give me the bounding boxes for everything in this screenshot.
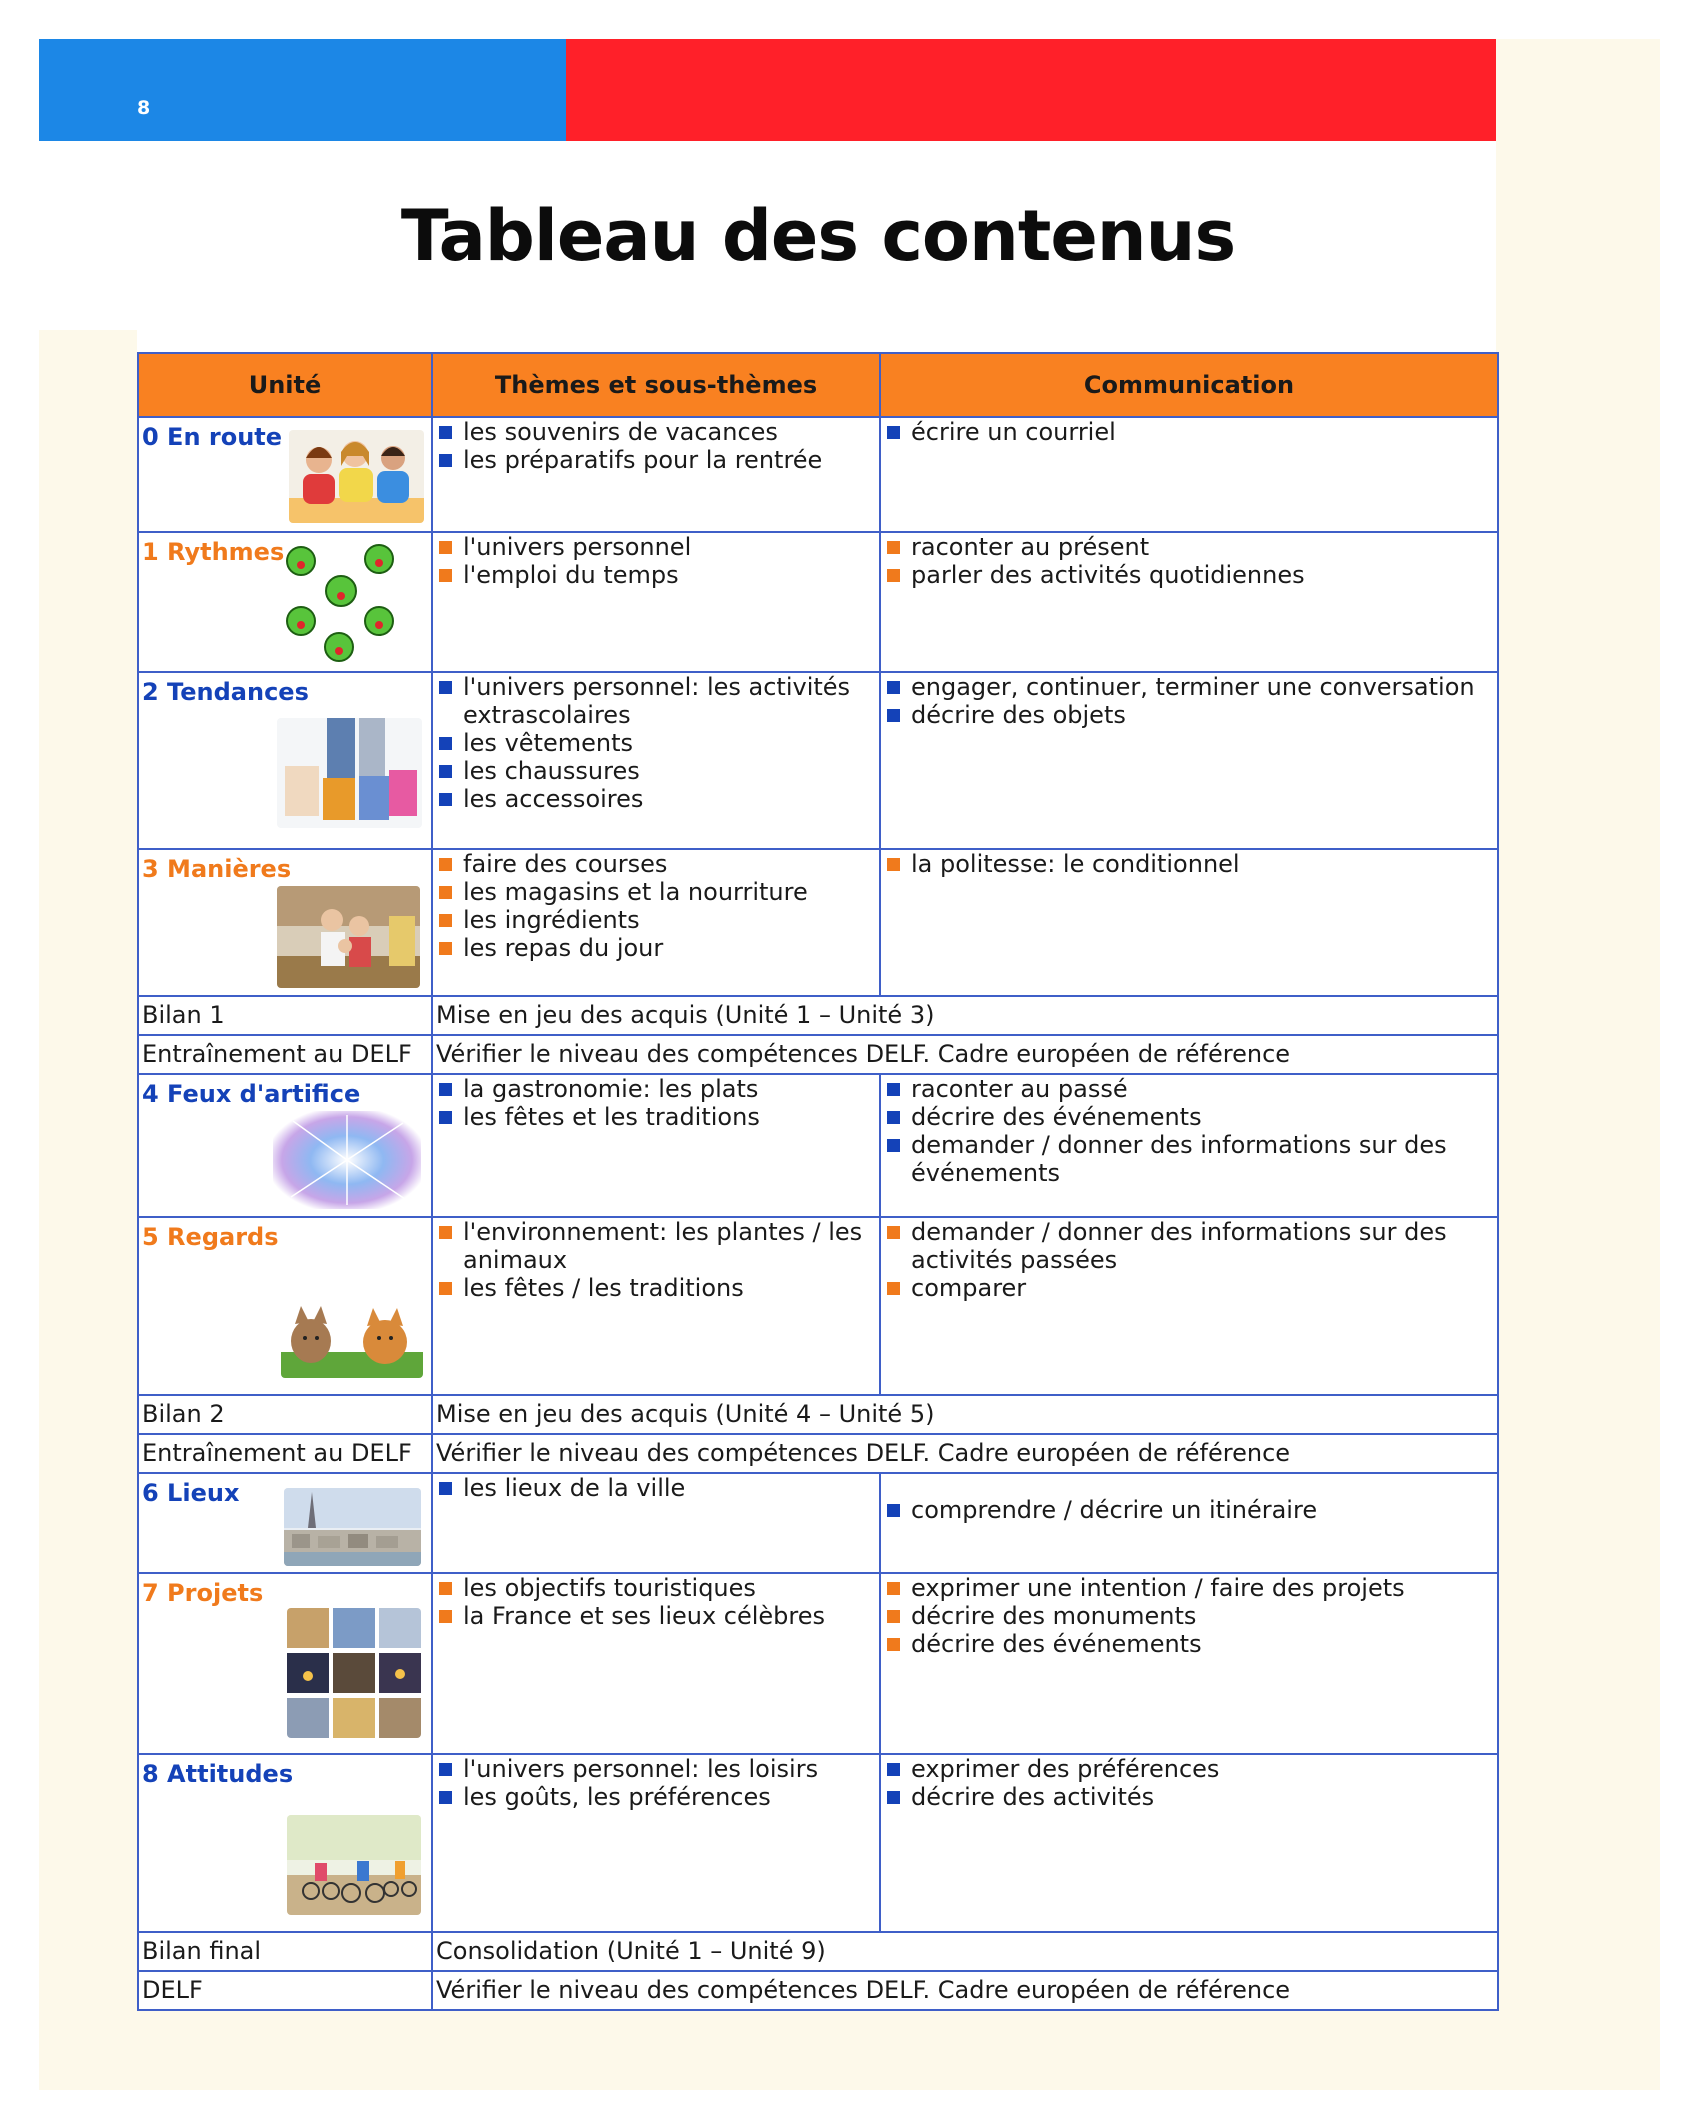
unit-photo-cyclists xyxy=(287,1815,421,1915)
theme-item: la gastronomie: les plats xyxy=(437,1075,760,1103)
theme-item: les magasins et la nourriture xyxy=(437,878,808,906)
table-row xyxy=(138,1074,1498,1217)
unit-photo-monuments-grid xyxy=(287,1608,421,1738)
unit-name: 5 Regards xyxy=(142,1223,279,1251)
theme-item: les fêtes et les traditions xyxy=(437,1103,760,1131)
communication-item: raconter au présent xyxy=(885,533,1305,561)
theme-item: l'environnement: les plantes / les animaux xyxy=(437,1218,879,1274)
themes-list xyxy=(433,1218,879,1302)
unit-photo-teens xyxy=(289,430,424,523)
unit-name: 0 En route xyxy=(142,423,283,451)
row-label: Bilan 1 xyxy=(138,996,432,1035)
unit-cell xyxy=(138,849,432,996)
themes-list xyxy=(433,673,879,813)
themes-list xyxy=(433,1574,825,1630)
unit-photo-fireworks xyxy=(273,1111,421,1209)
communication-item: demander / donner des informations sur des activités passées xyxy=(885,1218,1497,1274)
unit-cell xyxy=(138,1074,432,1217)
communication-item: la politesse: le conditionnel xyxy=(885,850,1240,878)
theme-item: les objectifs touristiques xyxy=(437,1574,825,1602)
theme-item: les accessoires xyxy=(437,785,879,813)
table-row xyxy=(138,1035,1498,1074)
communication-item: décrire des activités xyxy=(885,1783,1219,1811)
page-background-top xyxy=(1496,39,1660,349)
table-row xyxy=(138,849,1498,996)
unit-cell xyxy=(138,1217,432,1395)
unit-cell xyxy=(138,1573,432,1754)
theme-item: les goûts, les préférences xyxy=(437,1783,818,1811)
row-description: Consolidation (Unité 1 – Unité 9) xyxy=(432,1932,1498,1971)
communication-cell xyxy=(880,1473,1498,1573)
unit-name: 3 Manières xyxy=(142,855,292,883)
table-row xyxy=(138,1754,1498,1932)
unit-illustration-cartoon-characters xyxy=(279,539,404,667)
communication-cell xyxy=(880,672,1498,849)
table-row xyxy=(138,417,1498,532)
theme-item: les repas du jour xyxy=(437,934,808,962)
table-row xyxy=(138,1932,1498,1971)
communication-item: décrire des événements xyxy=(885,1630,1405,1658)
row-label: Bilan final xyxy=(138,1932,432,1971)
themes-list xyxy=(433,1755,818,1811)
unit-name: 2 Tendances xyxy=(142,678,309,706)
theme-item: faire des courses xyxy=(437,850,808,878)
header-unit: Unité xyxy=(138,353,432,417)
unit-cell xyxy=(138,417,432,532)
table-row xyxy=(138,996,1498,1035)
themes-cell xyxy=(432,672,880,849)
communication-cell xyxy=(880,1217,1498,1395)
communication-item: demander / donner des informations sur des événements xyxy=(885,1131,1497,1187)
themes-cell xyxy=(432,1473,880,1573)
row-label: Bilan 2 xyxy=(138,1395,432,1434)
themes-cell xyxy=(432,1754,880,1932)
theme-item: les ingrédients xyxy=(437,906,808,934)
row-description: Mise en jeu des acquis (Unité 4 – Unité 5) xyxy=(432,1395,1498,1434)
header-themes: Thèmes et sous-thèmes xyxy=(432,353,880,417)
row-label: Entraînement au DELF xyxy=(138,1434,432,1473)
communication-list xyxy=(881,533,1305,589)
row-description: Mise en jeu des acquis (Unité 1 – Unité 3) xyxy=(432,996,1498,1035)
table-row xyxy=(138,1395,1498,1434)
communication-cell xyxy=(880,417,1498,532)
communication-item: comparer xyxy=(885,1274,1497,1302)
table-row xyxy=(138,1217,1498,1395)
theme-item: l'emploi du temps xyxy=(437,561,691,589)
communication-cell xyxy=(880,532,1498,672)
unit-cell xyxy=(138,532,432,672)
communication-cell xyxy=(880,1573,1498,1754)
unit-name: 7 Projets xyxy=(142,1579,264,1607)
themes-cell xyxy=(432,1074,880,1217)
row-label: Entraînement au DELF xyxy=(138,1035,432,1074)
communication-list xyxy=(881,1075,1497,1187)
communication-list xyxy=(881,1218,1497,1302)
theme-item: les fêtes / les traditions xyxy=(437,1274,879,1302)
contents-table xyxy=(137,352,1499,2011)
unit-photo-family-market xyxy=(277,886,420,988)
themes-cell xyxy=(432,532,880,672)
unit-cell xyxy=(138,672,432,849)
theme-item: l'univers personnel: les loisirs xyxy=(437,1755,818,1783)
theme-item: l'univers personnel xyxy=(437,533,691,561)
theme-item: les préparatifs pour la rentrée xyxy=(437,446,822,474)
communication-cell xyxy=(880,849,1498,996)
header-communication: Communication xyxy=(880,353,1498,417)
header-band-blue xyxy=(39,39,566,141)
communication-item: comprendre / décrire un itinéraire xyxy=(885,1496,1497,1524)
table-row xyxy=(138,1573,1498,1754)
page-background-bottom xyxy=(39,2005,1660,2090)
unit-photo-shopping-bags xyxy=(277,718,422,828)
themes-list xyxy=(433,533,691,589)
themes-cell xyxy=(432,417,880,532)
theme-item: les vêtements xyxy=(437,729,879,757)
theme-item: les lieux de la ville xyxy=(437,1474,685,1502)
page-background-right xyxy=(1496,330,1660,2090)
unit-name: 6 Lieux xyxy=(142,1479,240,1507)
communication-item: engager, continuer, terminer une conversation xyxy=(885,673,1475,701)
unit-name: 1 Rythmes xyxy=(142,538,285,566)
table-header-row xyxy=(138,353,1498,417)
unit-cell xyxy=(138,1473,432,1573)
page-title: Tableau des contenus xyxy=(400,195,1236,277)
communication-item: parler des activités quotidiennes xyxy=(885,561,1305,589)
communication-list xyxy=(881,418,1116,446)
table-row xyxy=(138,532,1498,672)
row-description: Vérifier le niveau des compétences DELF. Cadre européen de référence xyxy=(432,1971,1498,2010)
themes-list xyxy=(433,418,822,474)
themes-list xyxy=(433,1075,760,1131)
row-description: Vérifier le niveau des compétences DELF. Cadre européen de référence xyxy=(432,1434,1498,1473)
unit-photo-kittens xyxy=(281,1286,423,1378)
communication-list xyxy=(881,673,1475,729)
theme-item: la France et ses lieux célèbres xyxy=(437,1602,825,1630)
communication-cell xyxy=(880,1754,1498,1932)
communication-item: exprimer des préférences xyxy=(885,1755,1219,1783)
themes-cell xyxy=(432,1573,880,1754)
communication-list xyxy=(881,1755,1219,1811)
communication-list xyxy=(881,1574,1405,1658)
communication-item: décrire des événements xyxy=(885,1103,1497,1131)
theme-item: les chaussures xyxy=(437,757,879,785)
unit-name: 8 Attitudes xyxy=(142,1760,294,1788)
theme-item: l'univers personnel: les activités extrascolaires xyxy=(437,673,879,729)
row-label: DELF xyxy=(138,1971,432,2010)
themes-cell xyxy=(432,849,880,996)
page-background-left xyxy=(39,330,137,2090)
communication-list xyxy=(881,1496,1497,1524)
table-row xyxy=(138,1971,1498,2010)
table-row xyxy=(138,1434,1498,1473)
header-band-red xyxy=(566,39,1496,141)
row-description: Vérifier le niveau des compétences DELF. Cadre européen de référence xyxy=(432,1035,1498,1074)
communication-item: raconter au passé xyxy=(885,1075,1497,1103)
communication-item: exprimer une intention / faire des projets xyxy=(885,1574,1405,1602)
page-number: 8 xyxy=(137,97,151,119)
communication-item: décrire des monuments xyxy=(885,1602,1405,1630)
themes-cell xyxy=(432,1217,880,1395)
communication-item: décrire des objets xyxy=(885,701,1475,729)
unit-name: 4 Feux d'artifice xyxy=(142,1080,361,1108)
communication-item: écrire un courriel xyxy=(885,418,1116,446)
communication-cell xyxy=(880,1074,1498,1217)
table-row xyxy=(138,1473,1498,1573)
table-row xyxy=(138,672,1498,849)
unit-photo-paris-skyline xyxy=(284,1488,421,1566)
themes-list xyxy=(433,850,808,962)
communication-list xyxy=(881,850,1240,878)
theme-item: les souvenirs de vacances xyxy=(437,418,822,446)
unit-cell xyxy=(138,1754,432,1932)
themes-list xyxy=(433,1474,685,1502)
